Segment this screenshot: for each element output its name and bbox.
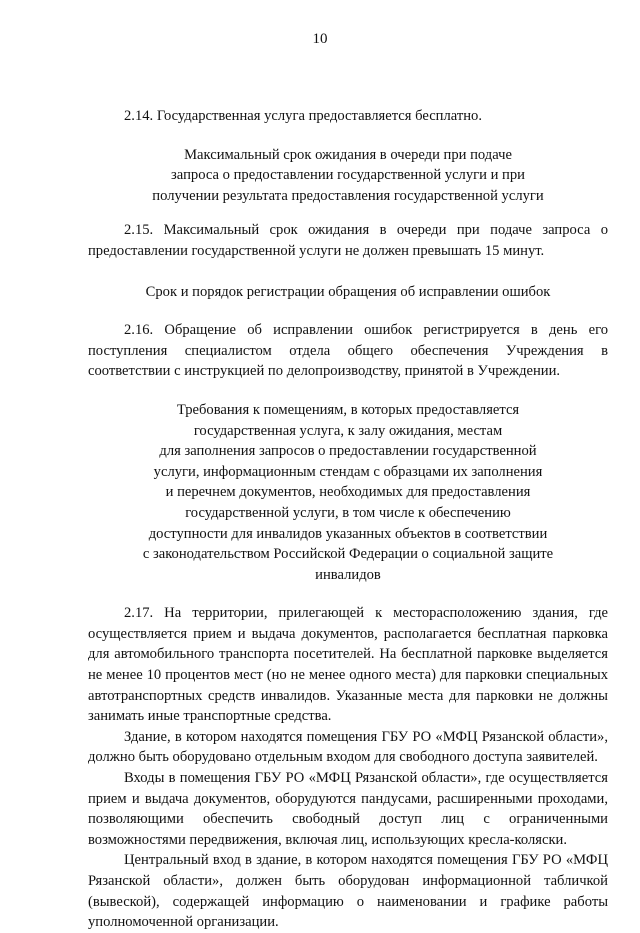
page-number: 10 — [312, 31, 328, 47]
heading-line: для заполнения запросов о предоставлении государственной — [159, 443, 537, 460]
heading-line: государственная услуга, к залу ожидания, местам — [193, 422, 503, 439]
heading-registration — [88, 282, 608, 303]
heading-line: Срок и порядок регистрации обращения об исправлении ошибок — [145, 283, 551, 300]
heading-line: и перечнем документов, необходимых для предоставления — [165, 484, 531, 501]
heading-premises-requirements — [88, 400, 608, 585]
paragraph-2-16: 2.16. Обращение об исправлении ошибок регистрируется в день его поступления специалистом отдела общего обеспечения Учреждения в соответствии с инструкцией по делопроизводству, принятой в Учреждении. — [88, 322, 608, 380]
heading-line: государственной услуги, в том числе к обеспечению — [185, 504, 511, 521]
heading-line: доступности для инвалидов указанных объектов в соответствии — [148, 525, 548, 542]
heading-line: получении результата предоставления государственной услуги — [152, 187, 544, 204]
heading-line: инвалидов — [315, 566, 381, 583]
heading-waiting-time — [88, 145, 608, 207]
paragraph-2-14: 2.14. Государственная услуга предоставляется бесплатно. — [124, 108, 483, 124]
paragraph-2-15: 2.15. Максимальный срок ожидания в очереди при подаче запроса о предоставлении государственной услуги не должен превышать 15 минут. — [88, 222, 608, 259]
heading-line: запроса о предоставлении государственной услуги и при — [171, 167, 525, 184]
heading-line: Максимальный срок ожидания в очереди при подаче — [184, 146, 512, 163]
paragraph-entrances-ramps: Входы в помещения ГБУ РО «МФЦ Рязанской области», где осуществляется прием и выдача документов, оборудуются пандусами, расширенными проходами, позволяющими обеспечить свободный доступ лиц с ограниченными возможностями передвижения, включая лиц, использующих кресла-коляски. — [88, 770, 608, 848]
document-body — [88, 106, 608, 933]
heading-line: услуги, информационным стендам с образцами их заполнения — [153, 463, 543, 480]
heading-line: Требования к помещениям, в которых предоставляется — [176, 401, 520, 418]
paragraph-central-entrance: Центральный вход в здание, в котором находятся помещения ГБУ РО «МФЦ Рязанской области», должен быть оборудован информационной табличкой (вывеской), содержащей информацию о наименовании и графике работы уполномоченной организации. — [88, 852, 608, 931]
heading-line: с законодательством Российской Федерации о социальной защите — [142, 546, 554, 563]
paragraph-building-entrance: Здание, в котором находятся помещения ГБУ РО «МФЦ Рязанской области», должно быть оборудовано отдельным входом для свободного доступа заявителей. — [88, 728, 608, 766]
paragraph-2-17: 2.17. На территории, прилегающей к месторасположению здания, где осуществляется прием и выдача документов, располагается бесплатная парковка для автомобильного транспорта посетителей. На бесплатной парковке выделяется не менее 10 процентов мест (но не менее одного места) для парковки специальных автотранспортных средств инвалидов. Указанные места для парковки не должны занимать иные транспортные средства. — [88, 605, 608, 725]
